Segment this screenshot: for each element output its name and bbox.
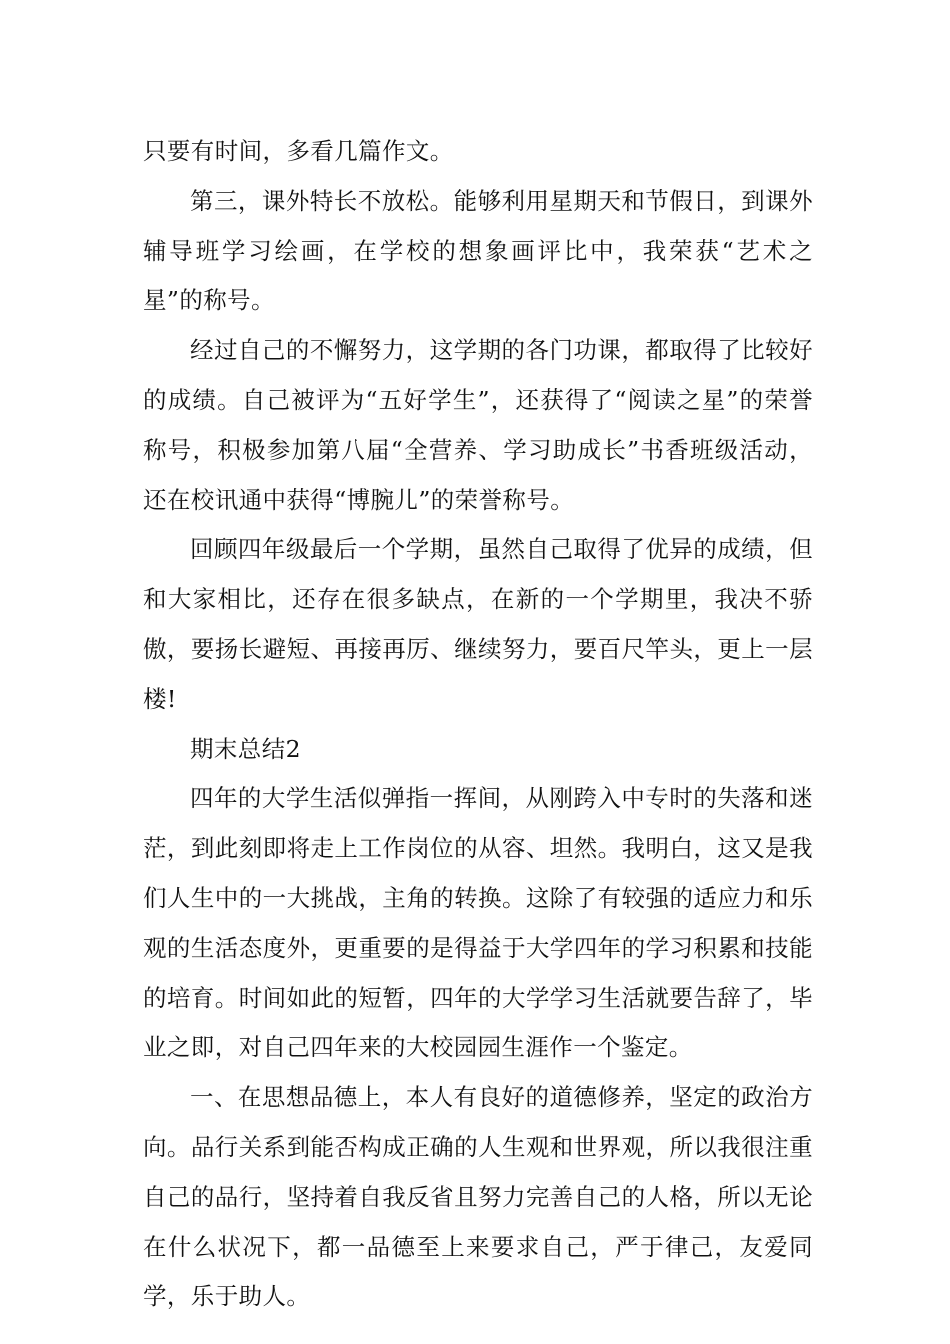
paragraph-achievements: 经过自己的不懈努力，这学期的各门功课，都取得了比较好的成绩。自己被评为“五好学生”，还获得了“阅读之星”的荣誉称号，积极参加第八届“全营养、学习助成长”书香班级活动，还在校讯通中获得“博腕儿”的荣誉称号。 <box>143 336 813 514</box>
paragraph-continuation: 只要有时间，多看几篇作文。 <box>143 137 454 165</box>
paragraph-university-life: 四年的大学生活似弹指一挥间，从刚跨入中专时的失落和迷茫，到此刻即将走上工作岗位的从容、坦然。我明白，这又是我们人生中的一大挑战，主角的转换。这除了有较强的适应力和乐观的生活态度外，更重要的是得益于大学四年的学习积累和技能的培育。时间如此的短暂，四年的大学学习生活就要告辞了，毕业之即，对自己四年来的大校园园生涯作一个鉴定。 <box>143 784 813 1062</box>
paragraph-third-point: 第三，课外特长不放松。能够利用星期天和节假日，到课外辅导班学习绘画，在学校的想象画评比中，我荣获“艺术之星”的称号。 <box>143 186 813 315</box>
document-body <box>143 127 813 1322</box>
paragraph-review: 回顾四年级最后一个学期，虽然自己取得了优异的成绩，但和大家相比，还存在很多缺点，在新的一个学期里，我决不骄傲，要扬长避短、再接再厉、继续努力，要百尺竿头，更上一层楼! <box>143 535 813 713</box>
paragraph-moral-character: 一、在思想品德上，本人有良好的道德修养，坚定的政治方向。品行关系到能否构成正确的人生观和世界观，所以我很注重自己的品行，坚持着自我反省且努力完善自己的人格，所以无论在什么状况下，都一品德至上来要求自己，严于律己，友爱同学，乐于助人。 <box>143 1083 813 1311</box>
section-heading: 期末总结2 <box>190 734 301 763</box>
